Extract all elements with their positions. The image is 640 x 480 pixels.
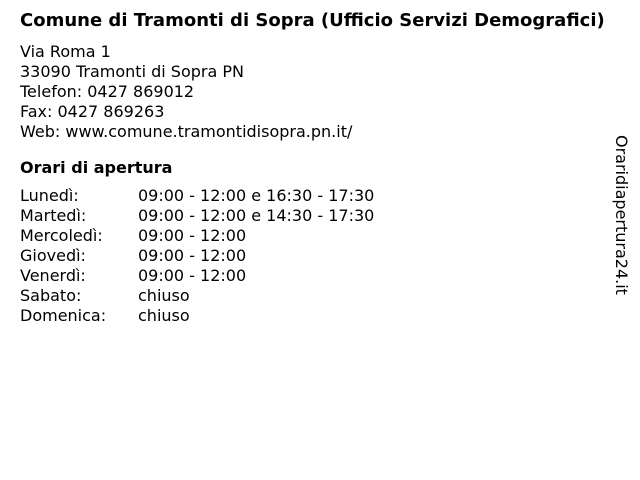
hours-row-saturday bbox=[20, 286, 374, 306]
day-hours: chiuso bbox=[138, 306, 190, 325]
site-brand-watermark: Oraridiapertura24.it bbox=[612, 135, 631, 295]
day-label: Martedì: bbox=[20, 206, 87, 225]
day-hours: 09:00 - 12:00 bbox=[138, 226, 247, 245]
opening-hours-table bbox=[20, 186, 374, 326]
hours-row-thursday bbox=[20, 246, 374, 266]
hours-row-sunday bbox=[20, 306, 374, 326]
city-address: 33090 Tramonti di Sopra PN bbox=[20, 62, 244, 81]
day-label: Domenica: bbox=[20, 306, 107, 325]
business-card bbox=[20, 10, 616, 326]
business-title: Comune di Tramonti di Sopra (Ufficio Servizi Demografici) bbox=[20, 10, 605, 31]
day-label: Mercoledì: bbox=[20, 226, 103, 245]
day-hours: 09:00 - 12:00 e 16:30 - 17:30 bbox=[138, 186, 375, 205]
day-hours: 09:00 - 12:00 bbox=[138, 266, 247, 285]
website-link: Web: www.comune.tramontidisopra.pn.it/ bbox=[20, 122, 353, 141]
opening-hours-heading: Orari di apertura bbox=[20, 158, 173, 177]
street-address: Via Roma 1 bbox=[20, 42, 111, 61]
fax-number: Fax: 0427 869263 bbox=[20, 102, 165, 121]
day-label: Giovedì: bbox=[20, 246, 86, 265]
hours-row-monday bbox=[20, 186, 374, 206]
day-hours: 09:00 - 12:00 e 14:30 - 17:30 bbox=[138, 206, 375, 225]
day-label: Sabato: bbox=[20, 286, 82, 305]
hours-row-tuesday bbox=[20, 206, 374, 226]
address-block bbox=[20, 42, 616, 142]
day-label: Venerdì: bbox=[20, 266, 86, 285]
phone-number: Telefon: 0427 869012 bbox=[20, 82, 195, 101]
hours-row-wednesday bbox=[20, 226, 374, 246]
hours-row-friday bbox=[20, 266, 374, 286]
day-hours: 09:00 - 12:00 bbox=[138, 246, 247, 265]
day-hours: chiuso bbox=[138, 286, 190, 305]
day-label: Lunedì: bbox=[20, 186, 79, 205]
